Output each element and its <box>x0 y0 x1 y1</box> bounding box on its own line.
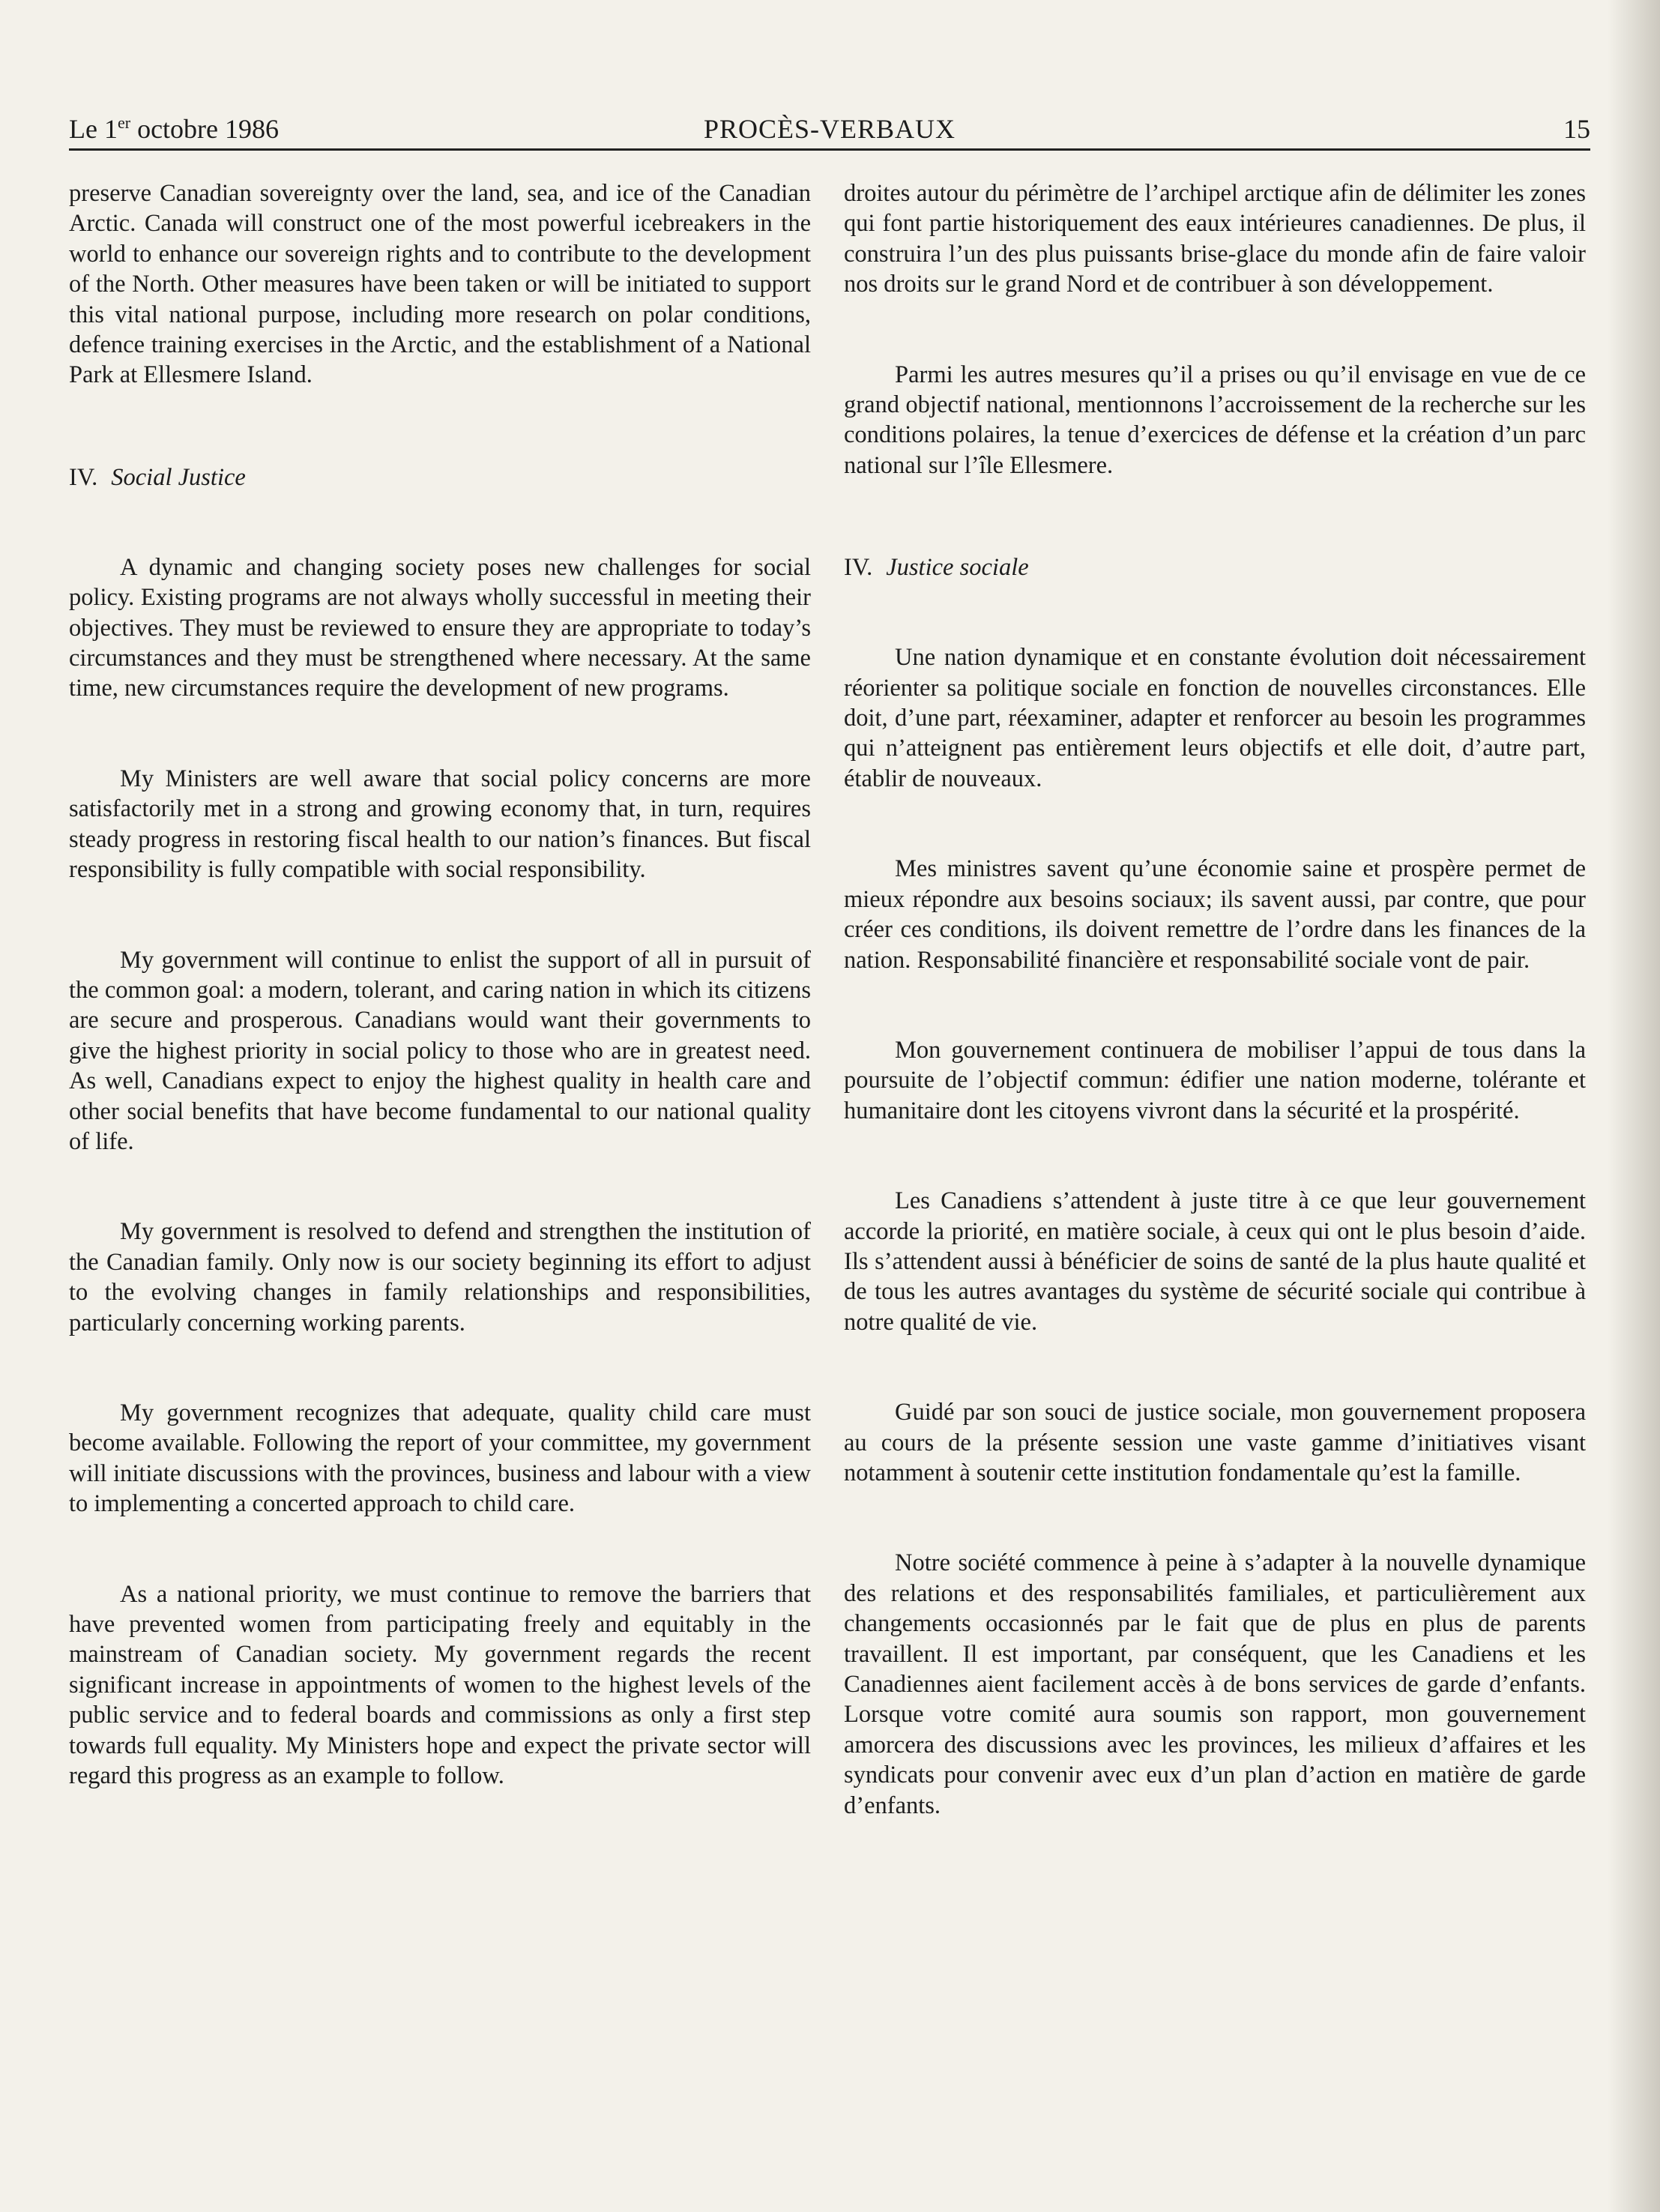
paragraph: A dynamic and changing society poses new challenges for social policy. Existing programs are not always wholly successful in meeting their objectives. They must be reviewed to ensure they are appropriate to today’s circumstances and they must be strengthened where necessary. At the same time, new circumstances require the development of new programs. <box>69 553 811 702</box>
section-heading: IV. Social Justice <box>69 463 246 491</box>
paragraph: Guidé par son souci de justice sociale, mon gouvernement proposera au cours de la présente session une vaste gamme d’initiatives visant notamment à soutenir cette institution fondamentale qu’est la famille. <box>844 1399 1586 1486</box>
paragraph: My government recognizes that adequate, quality child care must become available. Following the report of your committee, my government will initiate discussions with the provinces, business and labour with a view to implementing a concerted approach to child care. <box>69 1399 811 1518</box>
paragraph: My government will continue to enlist the support of all in pursuit of the common goal: a modern, tolerant, and caring nation in which its citizens are secure and prosperous. Canadians would want their governments to give the highest priority in social policy to those who are in greatest need. As well, Canadians expect to enjoy the highest quality in health care and other social benefits that have become fundamental to our national quality of life. <box>69 946 811 1155</box>
paragraph: Parmi les autres mesures qu’il a prises ou qu’il envisage en vue de ce grand objectif national, mentionnons l’accroissement de la recherche sur les conditions polaires, la tenue d’exercices de défense et la création d’un parc national sur l’île Ellesmere. <box>844 361 1586 479</box>
paragraph: Notre société commence à peine à s’adapter à la nouvelle dynamique des relations et des responsabilités familiales, et particulièrement aux changements occasionnés par le fait que de plus en plus de parents travaillent. Il est important, par conséquent, que les Canadiens et les Canadiennes aient facilement accès à de bons services de garde d’enfants. Lorsque votre comité aura soumis son rapport, mon gouvernement amorcera des discussions avec les provinces, les milieux d’affaires et les syndicats pour convenir avec eux d’un plan d’action en matière de garde d’enfants. <box>844 1549 1586 1819</box>
page-header <box>69 112 1590 151</box>
paragraph: Mon gouvernement continuera de mobiliser l’appui de tous dans la poursuite de l’objectif commun: édifier une nation moderne, tolérante et humanitaire dont les citoyens vivront dans la sécurité et la prospérité. <box>844 1036 1586 1124</box>
paragraph: Mes ministres savent qu’une économie saine et prospère permet de mieux répondre aux besoins sociaux; ils savent aussi, par contre, que pour créer ces conditions, ils doivent remettre de l’ordre dans les finances de la nation. Responsabilité financière et responsabilité sociale vont de pair. <box>844 855 1586 974</box>
section-heading: IV. Justice sociale <box>844 554 1029 582</box>
paragraph: Les Canadiens s’attendent à juste titre à ce que leur gouvernement accorde la priorité, en matière sociale, à ceux qui ont le plus besoin d’aide. Ils s’attendent aussi à bénéficier de soins de santé de la plus haute qualité et de tous les autres avantages du système de sécurité sociale qui contribue à notre qualité de vie. <box>844 1187 1586 1336</box>
paragraph: My government is resolved to defend and strengthen the institution of the Canadian family. Only now is our society beginning its effort to adjust to the evolving changes in family relationships and responsibilities, particularly concerning working parents. <box>69 1218 811 1336</box>
french-column <box>844 178 1586 1821</box>
paragraph: Une nation dynamique et en constante évolution doit nécessairement réorienter sa politique sociale en fonction de nouvelles circonstances. Elle doit, d’une part, réexaminer, adapter et renforcer au besoin les programmes qui n’atteignent pas entièrement leurs objectifs et elle doit, d’autre part, établir de nouveaux. <box>844 644 1586 792</box>
paragraph: preserve Canadian sovereignty over the land, sea, and ice of the Canadian Arctic. Canada will construct one of the most powerful icebreakers in the world to enhance our sovereign rights and to contribute to the development of the North. Other measures have been taken or will be initiated to support this vital national purpose, including more research on polar conditions, defence training exercises in the Arctic, and the establishment of a National Park at Ellesmere Island. <box>69 180 811 389</box>
header-date: Le 1er octobre 1986 <box>69 113 280 144</box>
paragraph: droites autour du périmètre de l’archipel arctique afin de délimiter les zones qui font partie historiquement des eaux intérieures canadiennes. De plus, il construira l’un des plus puissants brise-glace du monde afin de faire valoir nos droits sur le grand Nord et de contribuer à son développement. <box>844 180 1586 298</box>
paragraph: My Ministers are well aware that social policy concerns are more satisfactorily met in a strong and growing economy that, in turn, requires steady progress in restoring fiscal health to our nation’s finances. But fiscal responsibility is fully compatible with social responsibility. <box>69 765 811 884</box>
page-number: 15 <box>1563 114 1590 144</box>
english-column <box>69 178 811 1791</box>
paragraph: As a national priority, we must continue to remove the barriers that have prevented women from participating freely and equitably in the mainstream of Canadian society. My government regards the recent significant increase in appointments of women to the highest levels of the public service and to federal boards and commissions as only a first step towards full equality. My Ministers hope and expect the private sector will regard this progress as an example to follow. <box>69 1580 811 1790</box>
header-title: PROCÈS-VERBAUX <box>703 114 956 144</box>
